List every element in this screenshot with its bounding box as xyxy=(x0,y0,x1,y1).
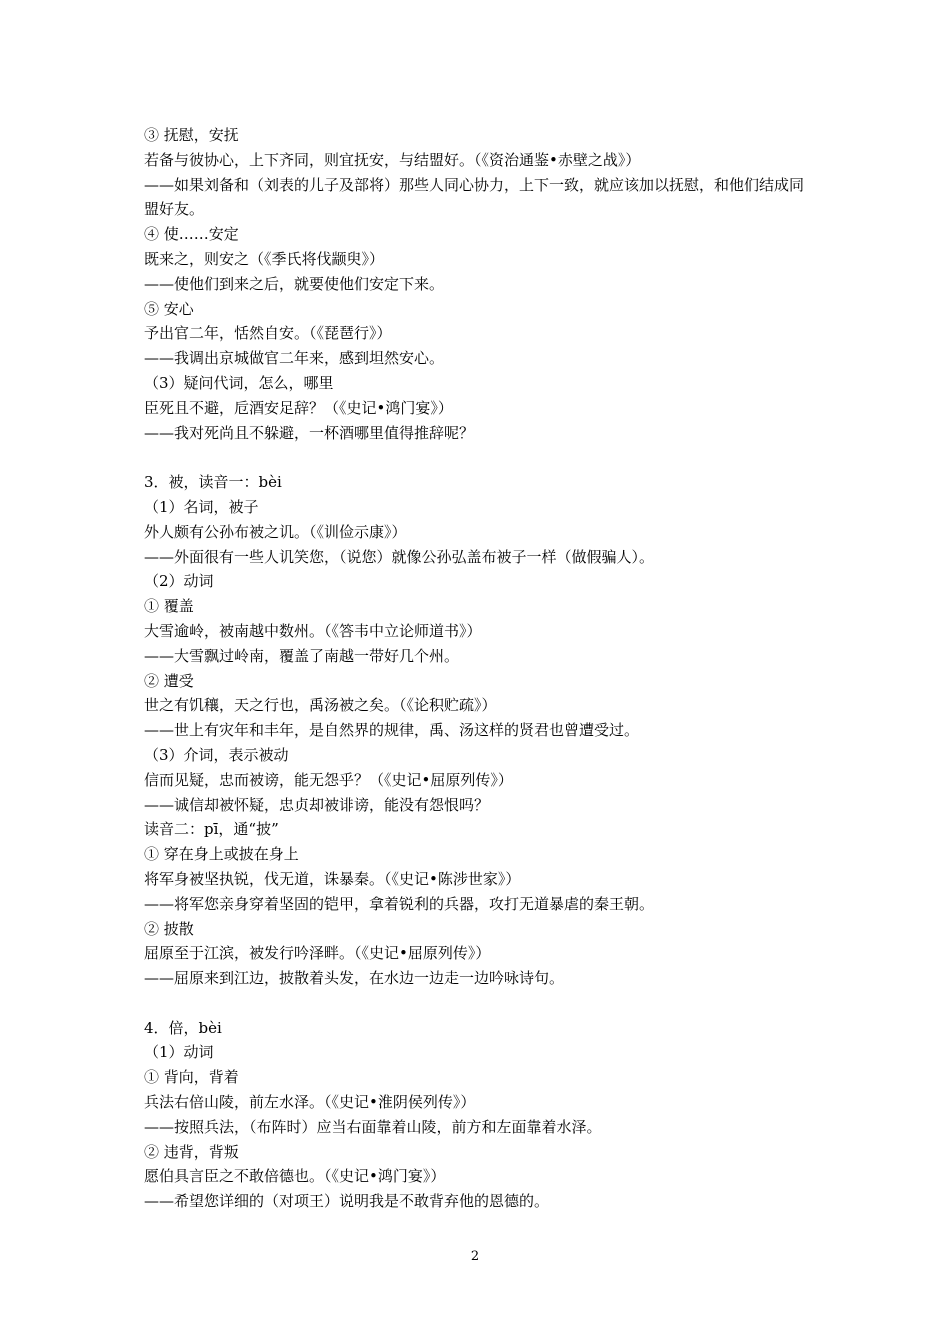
entry-heading: 4．倍，bèi xyxy=(144,1018,222,1037)
sense-heading: ① 穿在身上或披在身上 xyxy=(144,845,299,864)
example-sentence: 大雪逾岭，被南越中数州。（《答韦中立论师道书》） xyxy=(144,621,482,640)
sense-heading: ② 披散 xyxy=(144,919,194,938)
part-of-speech-heading: （3）疑问代词，怎么，哪里 xyxy=(144,373,334,392)
translation-line: ——如果刘备和（刘表的儿子及部将）那些人同心协力，上下一致，就应该加以抚慰，和他们结成同盟好友。 xyxy=(144,175,805,219)
part-of-speech-heading: （2）动词 xyxy=(144,572,214,591)
reading-heading: 读音二：pī，通“披” xyxy=(144,820,279,839)
translation-line: ——大雪飘过岭南，覆盖了南越一带好几个州。 xyxy=(144,646,460,665)
part-of-speech-heading: （1）名词，被子 xyxy=(144,497,259,516)
translation-line: ——希望您详细的（对项王）说明我是不敢背弃他的恩德的。 xyxy=(144,1192,550,1211)
example-sentence: 兵法右倍山陵，前左水泽。（《史记•淮阴侯列传》） xyxy=(144,1093,476,1112)
translation-line: ——我调出京城做官二年来，感到坦然安心。 xyxy=(144,349,445,368)
sense-heading: ① 背向，背着 xyxy=(144,1068,239,1087)
sense-heading: ⑤ 安心 xyxy=(144,299,194,318)
example-sentence: 予出官二年，恬然自安。（《琵琶行》） xyxy=(144,324,392,343)
example-sentence: 臣死且不避，卮酒安足辞？（《史记•鸿门宴》） xyxy=(144,398,453,417)
translation-line: ——外面很有一些人讥笑您，（说您）就像公孙弘盖布被子一样（做假骗人）。 xyxy=(144,547,655,566)
part-of-speech-heading: （3）介词，表示被动 xyxy=(144,745,289,764)
translation-line: ——诚信却被怀疑，忠贞却被诽谤，能没有怨恨吗？ xyxy=(144,795,490,814)
part-of-speech-heading: （1）动词 xyxy=(144,1043,214,1062)
sense-heading: ② 违背，背叛 xyxy=(144,1142,239,1161)
translation-line: ——将军您亲身穿着坚固的铠甲，拿着锐利的兵器，攻打无道暴虐的秦王朝。 xyxy=(144,894,655,913)
sense-heading: ① 覆盖 xyxy=(144,597,194,616)
translation-line: ——我对死尚且不躲避，一杯酒哪里值得推辞呢？ xyxy=(144,423,475,442)
example-sentence: 世之有饥穰，天之行也，禹汤被之矣。（《论积贮疏》） xyxy=(144,696,497,715)
example-sentence: 信而见疑，忠而被谤，能无怨乎？（《史记•屈原列传》） xyxy=(144,770,513,789)
sense-heading: ③ 抚慰，安抚 xyxy=(144,126,239,144)
section-spacer xyxy=(144,991,814,1016)
translation-line: ——世上有灾年和丰年，是自然界的规律，禹、汤这样的贤君也曾遭受过。 xyxy=(144,721,640,740)
document-body xyxy=(144,123,814,1214)
section-spacer xyxy=(144,445,814,470)
example-sentence: 外人颇有公孙布被之讥。（《训俭示康》） xyxy=(144,522,407,541)
sense-heading: ④ 使……安定 xyxy=(144,225,239,244)
entry-heading: 3．被，读音一：bèi xyxy=(144,473,282,492)
example-sentence: 屈原至于江滨，被发行吟泽畔。（《史记•屈原列传》） xyxy=(144,944,491,963)
sense-heading: ② 遭受 xyxy=(144,671,194,690)
translation-line: ——按照兵法，（布阵时）应当右面靠着山陵，前方和左面靠着水泽。 xyxy=(144,1117,602,1136)
example-sentence: 愿伯具言臣之不敢倍德也。（《史记•鸿门宴》） xyxy=(144,1167,446,1186)
translation-line: ——屈原来到江边，披散着头发，在水边一边走一边吟咏诗句。 xyxy=(144,969,565,988)
translation-line: ——使他们到来之后，就要使他们安定下来。 xyxy=(144,274,445,293)
example-sentence: 既来之，则安之（《季氏将伐颛臾》） xyxy=(144,249,385,268)
example-sentence: 若备与彼协心，上下齐同，则宜抚安，与结盟好。（《资治通鉴•赤壁之战》） xyxy=(144,150,641,169)
example-sentence: 将军身被坚执锐，伐无道，诛暴秦。（《史记•陈涉世家》） xyxy=(144,869,521,888)
page-number: 2 xyxy=(470,1249,480,1264)
